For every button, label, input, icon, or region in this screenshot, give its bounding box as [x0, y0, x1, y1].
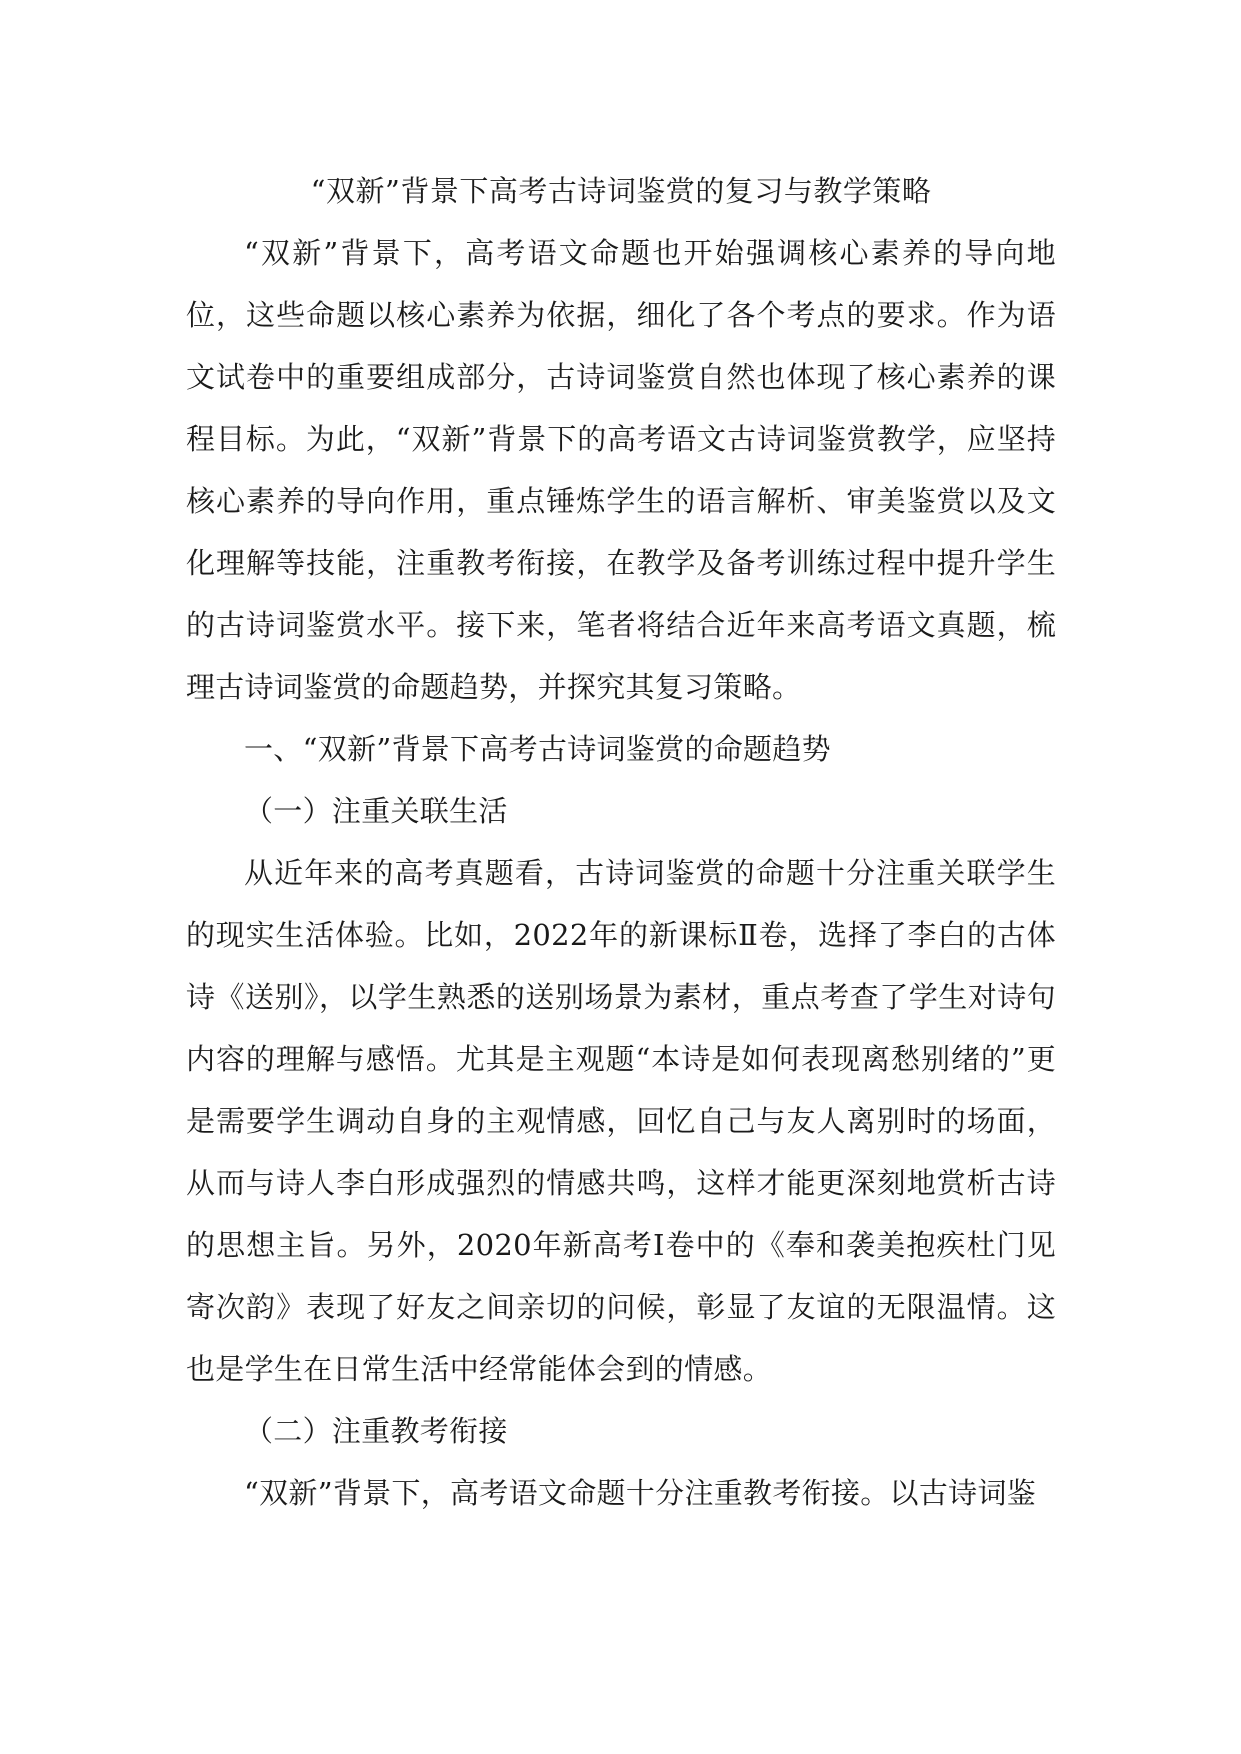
subsection-heading: （二）注重教考衔接: [244, 1414, 508, 1448]
body-paragraph: 从近年来的高考真题看，古诗词鉴赏的命题十分注重关联学生的现实生活体验。比如，2022年的新课标Ⅱ卷，选择了李白的古体诗《送别》，以学生熟悉的送别场景为素材，重点考查了学生对诗句内容的理解与感悟。尤其是主观题“本诗是如何表现离愁别绪的”更是需要学生调动自身的主观情感，回忆自己与友人离别时的场面，从而与诗人李白形成强烈的情感共鸣，这样才能更深刻地赏析古诗的思想主旨。另外，2020年新高考Ⅰ卷中的《奉和袭美抱疾杜门见寄次韵》表现了好友之间亲切的问候，彰显了友谊的无限温情。这也是学生在日常生活中经常能体会到的情感。: [186, 856, 1056, 1386]
document-page: [186, 160, 1056, 1524]
body-paragraph: “双新”背景下，高考语文命题十分注重教考衔接。以古诗词鉴: [244, 1476, 1037, 1510]
intro-paragraph: “双新”背景下，高考语文命题也开始强调核心素养的导向地位，这些命题以核心素养为依据，细化了各个考点的要求。作为语文试卷中的重要组成部分，古诗词鉴赏自然也体现了核心素养的课程目标。为此，“双新”背景下的高考语文古诗词鉴赏教学，应坚持核心素养的导向作用，重点锤炼学生的语言解析、审美鉴赏以及文化理解等技能，注重教考衔接，在教学及备考训练过程中提升学生的古诗词鉴赏水平。接下来，笔者将结合近年来高考语文真题，梳理古诗词鉴赏的命题趋势，并探究其复习策略。: [186, 236, 1056, 704]
section-heading: 一、“双新”背景下高考古诗词鉴赏的命题趋势: [244, 732, 831, 766]
document-title: “双新”背景下高考古诗词鉴赏的复习与教学策略: [310, 174, 932, 208]
subsection-heading: （一）注重关联生活: [244, 794, 508, 828]
